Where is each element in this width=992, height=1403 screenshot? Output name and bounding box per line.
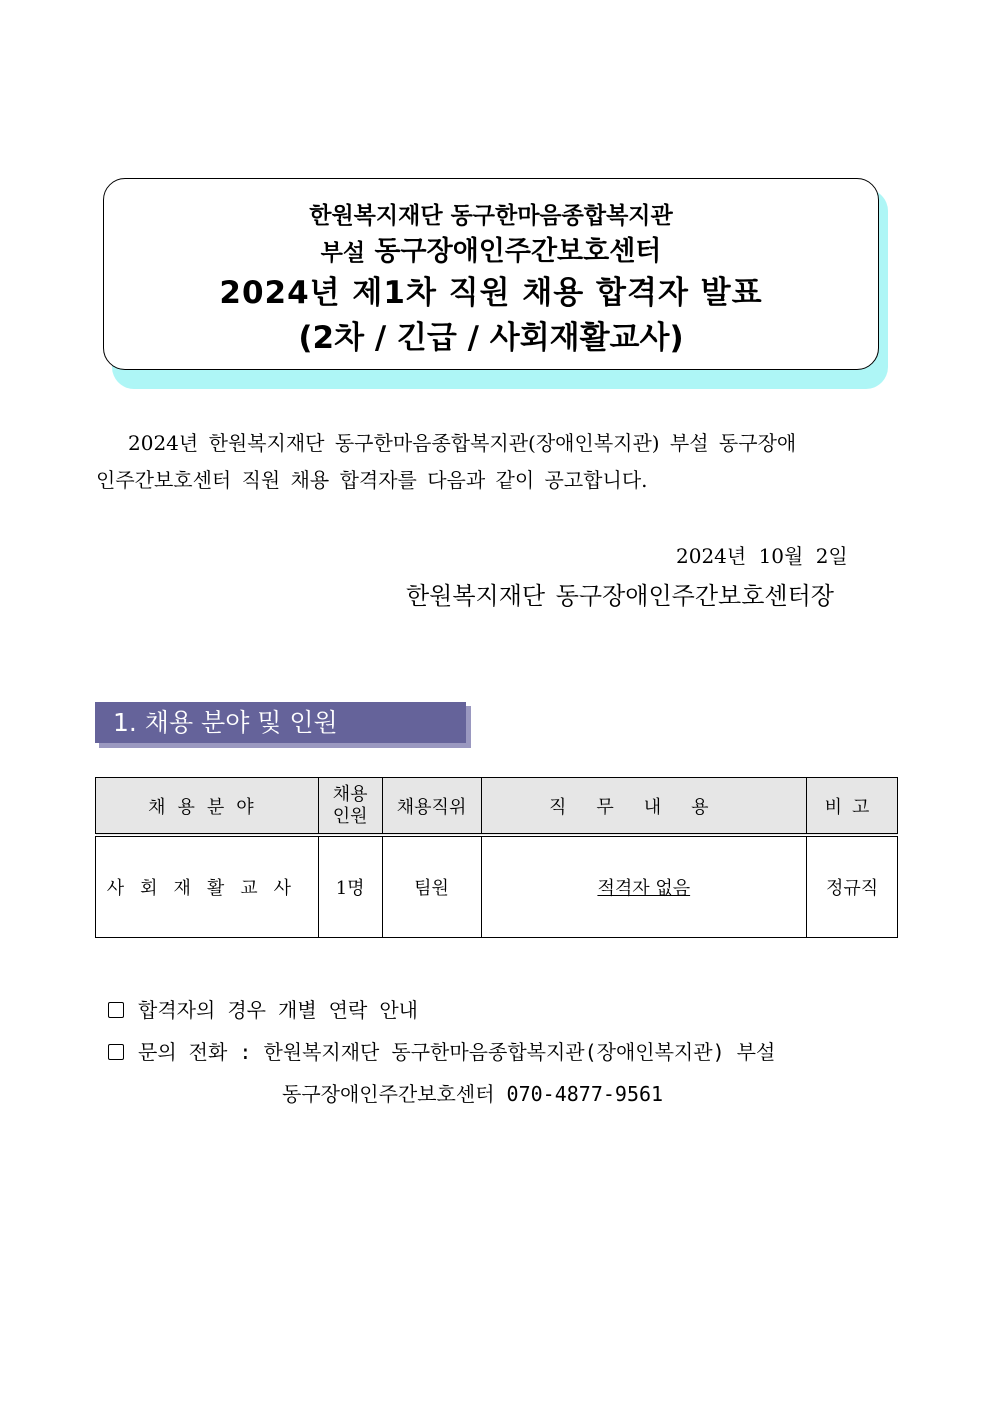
intro-line-1: 2024년 한원복지재단 동구한마음종합복지관(장애인복지관) 부설 동구장애: [128, 431, 797, 455]
title-line-3: 2024년 제1차 직원 채용 합격자 발표: [219, 275, 763, 311]
header-position: 채용직위: [382, 778, 481, 836]
cell-note: 정규직: [807, 835, 898, 938]
recruitment-table: [95, 777, 898, 938]
table-row: [96, 835, 898, 938]
cell-field: 사회재활교사: [96, 835, 319, 938]
header-duties: 직무내용: [481, 778, 807, 836]
cell-duties: 적격자 없음: [481, 835, 807, 938]
checkbox-icon: [108, 1044, 124, 1060]
title-line-4: (2차 / 긴급 / 사회재활교사): [298, 320, 684, 356]
table-header-row: [96, 778, 898, 836]
cell-position: 팀원: [382, 835, 481, 938]
section-1-heading: 1. 채용 분야 및 인원: [95, 702, 466, 743]
title-line-2-main: 동구장애인주간보호센터: [374, 236, 662, 267]
intro-line-2: 인주간보호센터 직원 채용 합격자를 다음과 같이 공고합니다.: [96, 468, 648, 492]
cell-count: 1명: [318, 835, 382, 938]
header-count: 채용 인원: [318, 778, 382, 836]
note-item-2-contact: 동구장애인주간보호센터 070-4877-9561: [282, 1082, 664, 1106]
title-line-2: [104, 229, 878, 268]
announcement-date: 2024년 10월 2일: [676, 544, 848, 568]
checkbox-icon: [108, 1002, 124, 1018]
organization-signature: 한원복지재단 동구장애인주간보호센터장: [406, 582, 834, 610]
intro-paragraph: [96, 425, 901, 499]
title-box: [103, 178, 879, 370]
header-field: 채용분야: [96, 778, 319, 836]
title-line-2-prefix: 부설: [320, 240, 366, 266]
header-note: 비고: [807, 778, 898, 836]
note-item-1: 합격자의 경우 개별 연락 안내: [108, 994, 418, 1023]
title-line-1: 한원복지재단 동구한마음종합복지관: [309, 203, 673, 229]
note-item-2: 문의 전화 : 한원복지재단 동구한마음종합복지관(장애인복지관) 부설: [108, 1036, 775, 1065]
